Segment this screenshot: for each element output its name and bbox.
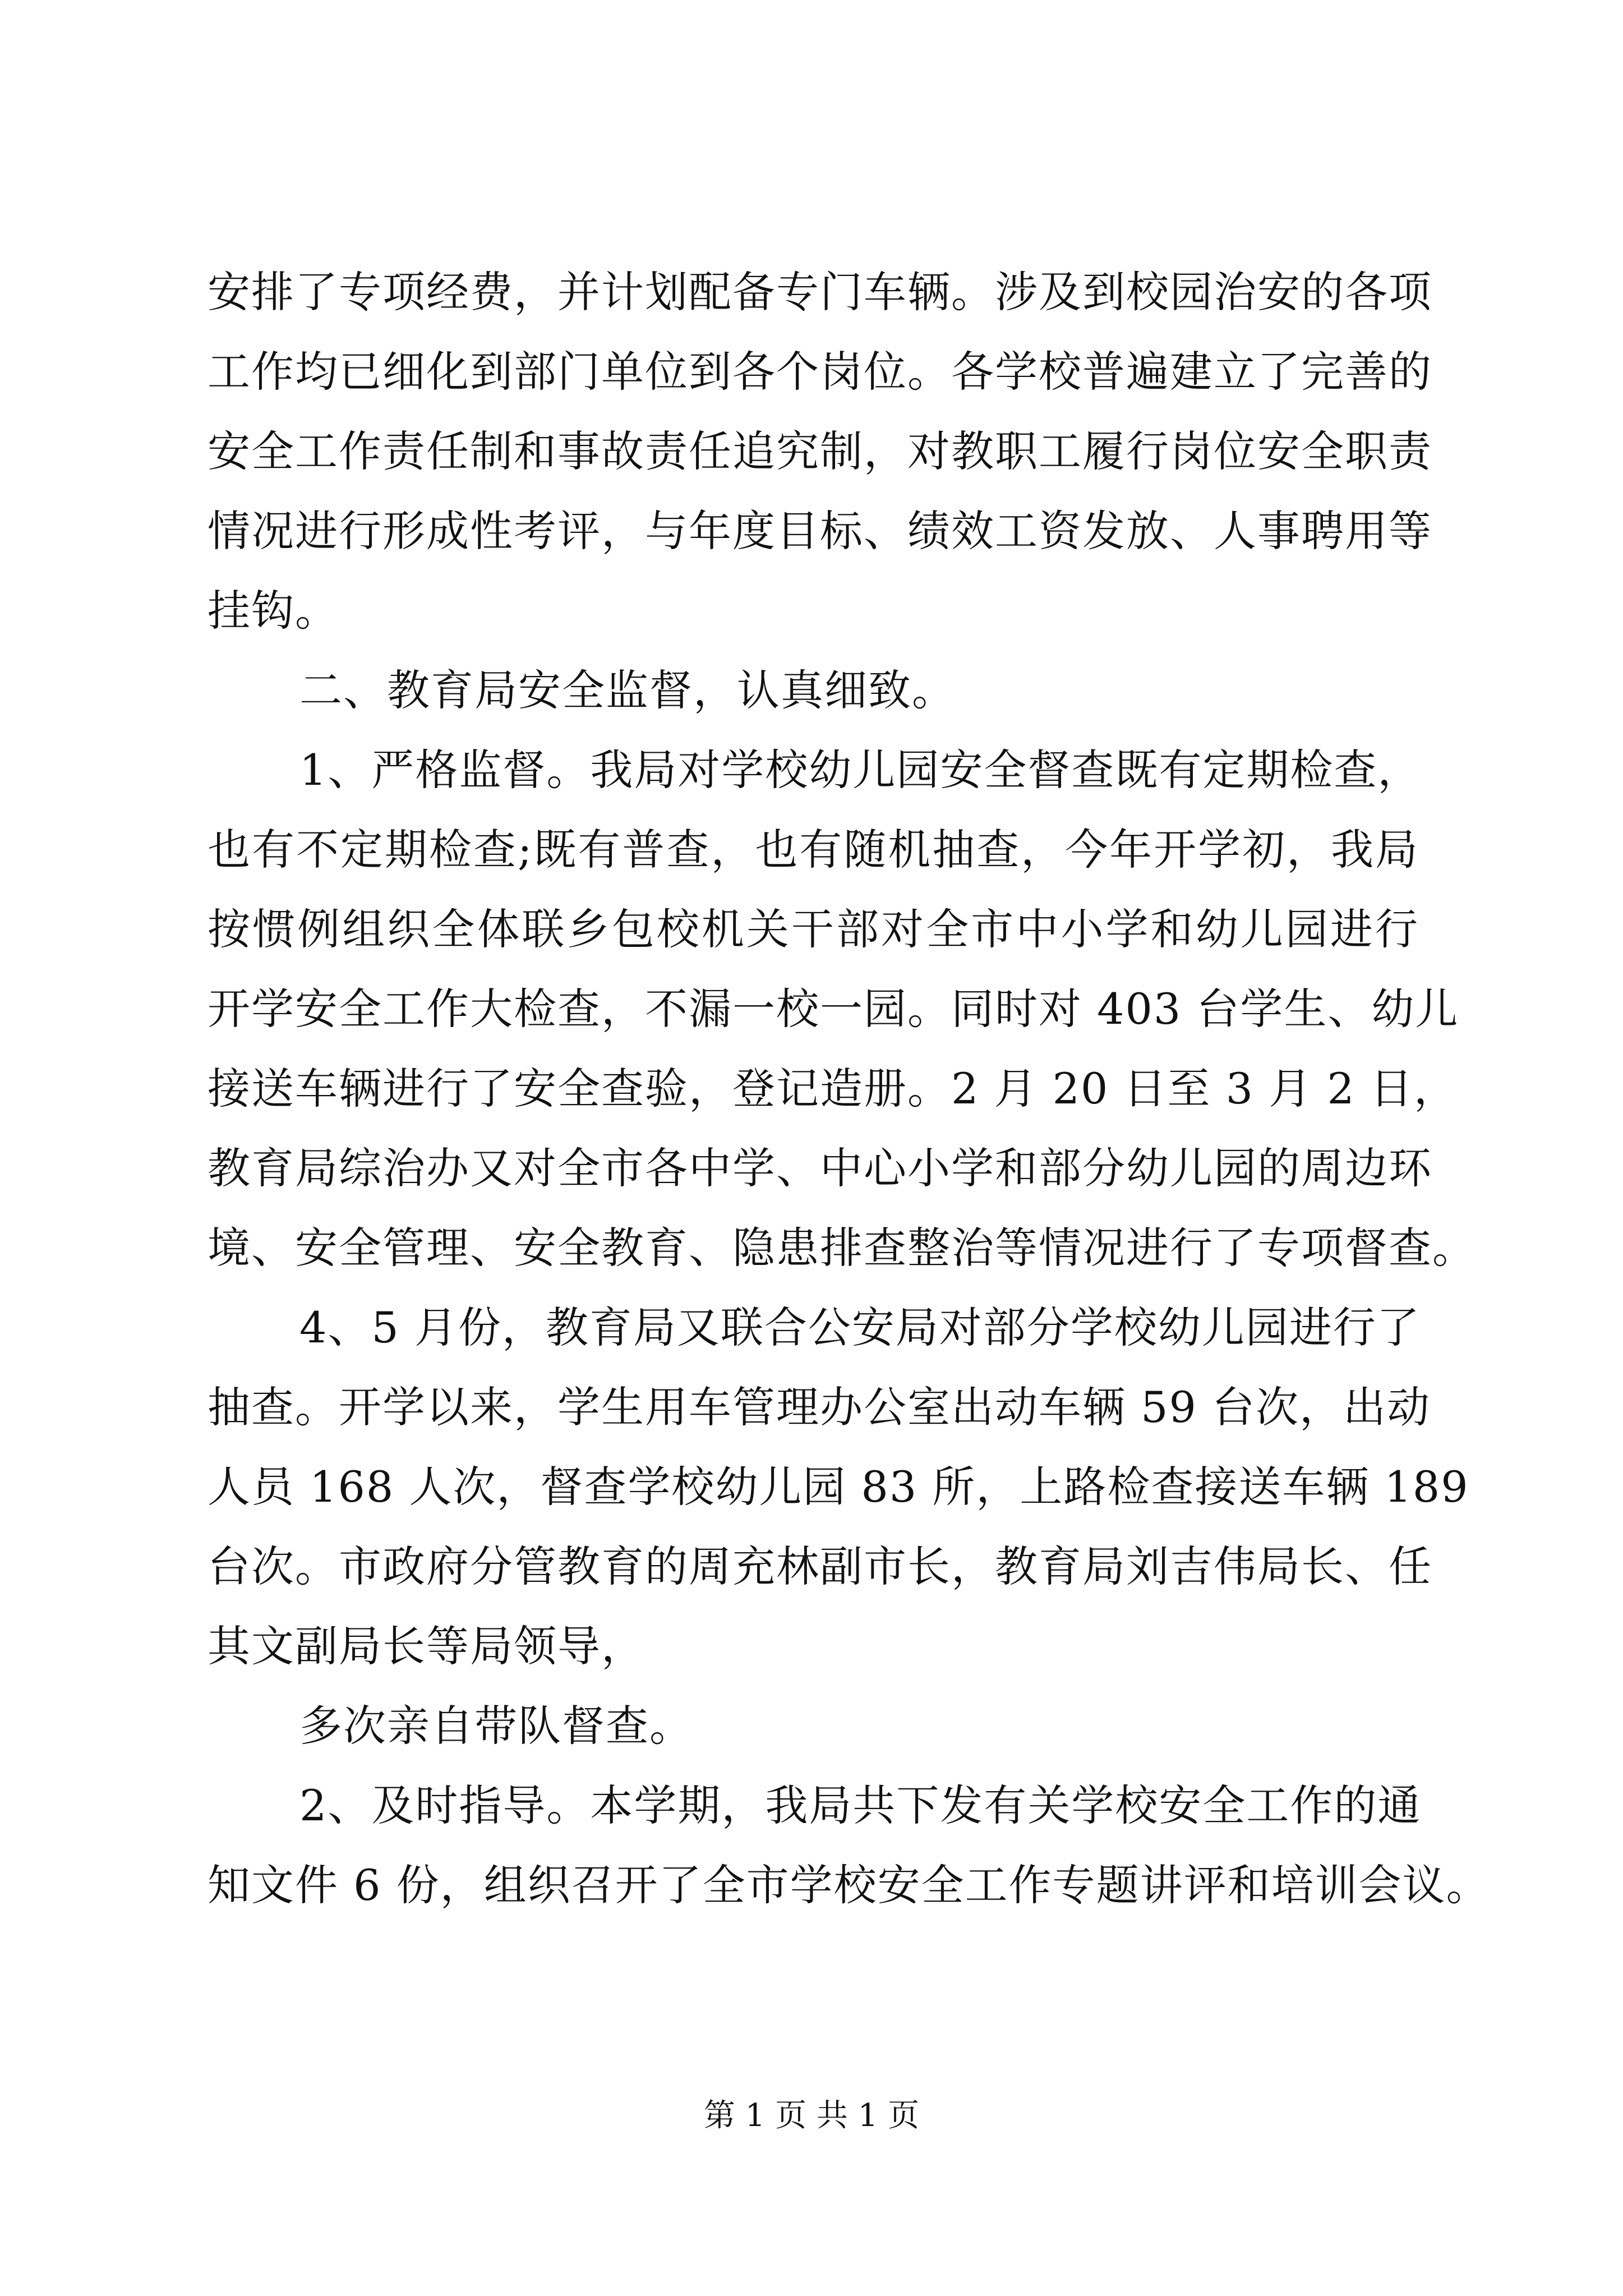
text-line: 挂钩。 bbox=[208, 586, 339, 636]
text-line: 2、及时指导。本学期，我局共下发有关学校安全工作的通 bbox=[299, 1780, 1422, 1830]
text-line: 开学安全工作大检查，不漏一校一园。同时对 403 台学生、幼儿 bbox=[208, 984, 1459, 1034]
text-line: 抽查。开学以来，学生用车管理办公室出动车辆 59 台次，出动 bbox=[208, 1382, 1431, 1432]
text-line: 知文件 6 份，组织召开了全市学校安全工作专题讲评和培训会议。 bbox=[208, 1860, 1490, 1910]
text-line: 境、安全管理、安全教育、隐患排查整治等情况进行了专项督查。 bbox=[208, 1223, 1476, 1273]
text-line: 接送车辆进行了安全查验，登记造册。2 月 20 日至 3 月 2 日， bbox=[208, 1064, 1458, 1114]
text-line: 工作均已细化到部门单位到各个岗位。各学校普遍建立了完善的 bbox=[208, 347, 1432, 397]
text-line: 教育局综治办又对全市各中学、中心小学和部分幼儿园的周边环 bbox=[208, 1143, 1432, 1193]
text-line: 安全工作责任制和事故责任追究制，对教职工履行岗位安全职责 bbox=[208, 426, 1432, 476]
text-line: 4、5 月份，教育局又联合公安局对部分学校幼儿园进行了 bbox=[299, 1303, 1421, 1352]
text-line: 其文副局长等局领导， bbox=[208, 1621, 645, 1671]
text-line: 情况进行形成性考评，与年度目标、绩效工资发放、人事聘用等 bbox=[208, 506, 1432, 556]
text-line: 台次。市政府分管教育的周充林副市长，教育局刘吉伟局长、任 bbox=[208, 1542, 1432, 1591]
document-body bbox=[208, 252, 1490, 1925]
text-line: 也有不定期检查;既有普查，也有随机抽查，今年开学初，我局 bbox=[208, 825, 1419, 875]
text-line: 二、教育局安全监督，认真细致。 bbox=[299, 665, 956, 715]
text-line: 安排了专项经费，并计划配备专门车辆。涉及到校园治安的各项 bbox=[208, 267, 1432, 317]
text-line: 多次亲自带队督查。 bbox=[299, 1701, 693, 1751]
text-line: 按惯例组织全体联乡包校机关干部对全市中小学和幼儿园进行 bbox=[208, 904, 1419, 954]
text-line: 人员 168 人次，督查学校幼儿园 83 所，上路检查接送车辆 189 bbox=[208, 1462, 1469, 1512]
page-footer: 第 1 页 共 1 页 bbox=[703, 2097, 920, 2134]
text-line: 1、严格监督。我局对学校幼儿园安全督查既有定期检查， bbox=[299, 745, 1422, 795]
